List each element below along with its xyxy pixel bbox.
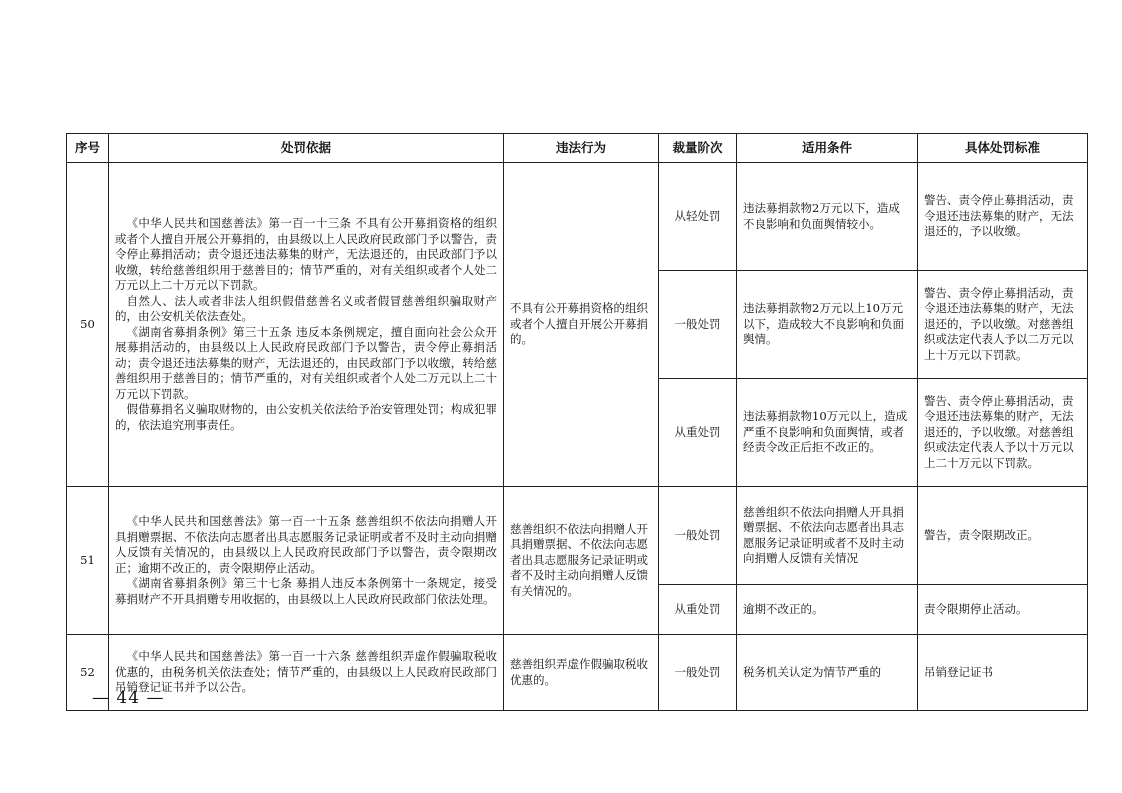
discretion-level: 一般处罚 — [659, 635, 737, 711]
penalty-standard: 警告、责令停止募捐活动，责令退还违法募集的财产，无法退还的，予以收缴。 — [918, 163, 1088, 271]
header-standard: 具体处罚标准 — [918, 134, 1088, 163]
header-basis: 处罚依据 — [109, 134, 504, 163]
penalty-basis — [109, 487, 504, 635]
basis-paragraph: 自然人、法人或者非法人组织假借慈善名义或者假冒慈善组织骗取财产的，由公安机关依法查处。 — [115, 293, 497, 323]
header-condition: 适用条件 — [737, 134, 918, 163]
table-row — [67, 635, 1088, 711]
header-level: 裁量阶次 — [659, 134, 737, 163]
discretion-level: 一般处罚 — [659, 271, 737, 379]
basis-paragraph: 《湖南省募捐条例》第三十五条 违反本条例规定，擅自面向社会公众开展募捐活动的，由县级以上人民政府民政部门予以警告，责令停止募捐活动；责令退还违法募集的财产，无法退还的，由民政部门予以收缴，转给慈善组织用于慈善目的；情节严重的，对有关组织或者个人处二万元以上二十万元以下罚款。 — [115, 324, 497, 401]
penalty-standard: 警告、责令停止募捐活动，责令退还违法募集的财产，无法退还的，予以收缴。对慈善组织或法定代表人予以十万元以上二十万元以下罚款。 — [918, 379, 1088, 487]
table-row — [67, 163, 1088, 271]
discretion-level: 一般处罚 — [659, 487, 737, 585]
applicable-condition: 税务机关认定为情节严重的 — [737, 635, 918, 711]
penalty-standard: 警告、责令停止募捐活动，责令退还违法募集的财产，无法退还的，予以收缴。对慈善组织或法定代表人予以二万元以上十万元以下罚款。 — [918, 271, 1088, 379]
penalty-standard: 警告，责令限期改正。 — [918, 487, 1088, 585]
header-num: 序号 — [67, 134, 109, 163]
applicable-condition: 慈善组织不依法向捐赠人开具捐赠票据、不依法向志愿者出具志愿服务记录证明或者不及时主动向捐赠人反馈有关情况 — [737, 487, 918, 585]
basis-paragraph: 《湖南省募捐条例》第三十七条 募捐人违反本条例第十一条规定，接受募捐财产不开具捐赠专用收据的，由县级以上人民政府民政部门依法处理。 — [115, 576, 497, 606]
row-number: 51 — [67, 487, 109, 635]
row-number: 50 — [67, 163, 109, 487]
basis-paragraph: 《中华人民共和国慈善法》第一百一十六条 慈善组织弄虚作假骗取税收优惠的，由税务机关依法查处；情节严重的，由县级以上人民政府民政部门吊销登记证书并予以公告。 — [115, 649, 497, 695]
penalty-table — [66, 133, 1088, 711]
penalty-basis — [109, 163, 504, 487]
table-row — [67, 487, 1088, 585]
penalty-basis — [109, 635, 504, 711]
discretion-level: 从重处罚 — [659, 585, 737, 635]
violation-act: 慈善组织弄虚作假骗取税收优惠的。 — [504, 635, 659, 711]
basis-paragraph: 《中华人民共和国慈善法》第一百一十五条 慈善组织不依法向捐赠人开具捐赠票据、不依法向志愿者出具志愿服务记录证明或者不及时主动向捐赠人反馈有关情况的，由县级以上人民政府民政部门予以警告，责令限期改正；逾期不改正的，责令限期停止活动。 — [115, 514, 497, 575]
penalty-standard: 责令限期停止活动。 — [918, 585, 1088, 635]
header-row — [67, 134, 1088, 163]
applicable-condition: 逾期不改正的。 — [737, 585, 918, 635]
basis-paragraph: 假借募捐名义骗取财物的，由公安机关依法给予治安管理处罚；构成犯罪的，依法追究刑事责任。 — [115, 402, 497, 432]
discretion-level: 从轻处罚 — [659, 163, 737, 271]
applicable-condition: 违法募捐款物2万元以上10万元以下，造成较大不良影响和负面舆情。 — [737, 271, 918, 379]
basis-paragraph: 《中华人民共和国慈善法》第一百一十三条 不具有公开募捐资格的组织或者个人擅自开展公开募捐的，由县级以上人民政府民政部门予以警告，责令停止募捐活动；责令退还违法募集的财产，无法退还的，由民政部门予以收缴，转给慈善组织用于慈善目的；情节严重的，对有关组织或者个人处二万元以上二十万元以下罚款。 — [115, 216, 497, 292]
row-number: 52 — [67, 635, 109, 711]
header-act: 违法行为 — [504, 134, 659, 163]
discretion-level: 从重处罚 — [659, 379, 737, 487]
violation-act: 慈善组织不依法向捐赠人开具捐赠票据、不依法向志愿者出具志愿服务记录证明或者不及时主动向捐赠人反馈有关情况的。 — [504, 487, 659, 635]
violation-act: 不具有公开募捐资格的组织或者个人擅自开展公开募捐的。 — [504, 163, 659, 487]
applicable-condition: 违法募捐款物10万元以上，造成严重不良影响和负面舆情，或者经责令改正后拒不改正的。 — [737, 379, 918, 487]
applicable-condition: 违法募捐款物2万元以下，造成不良影响和负面舆情较小。 — [737, 163, 918, 271]
page-number: — 44 — — [92, 688, 165, 708]
penalty-standard: 吊销登记证书 — [918, 635, 1088, 711]
